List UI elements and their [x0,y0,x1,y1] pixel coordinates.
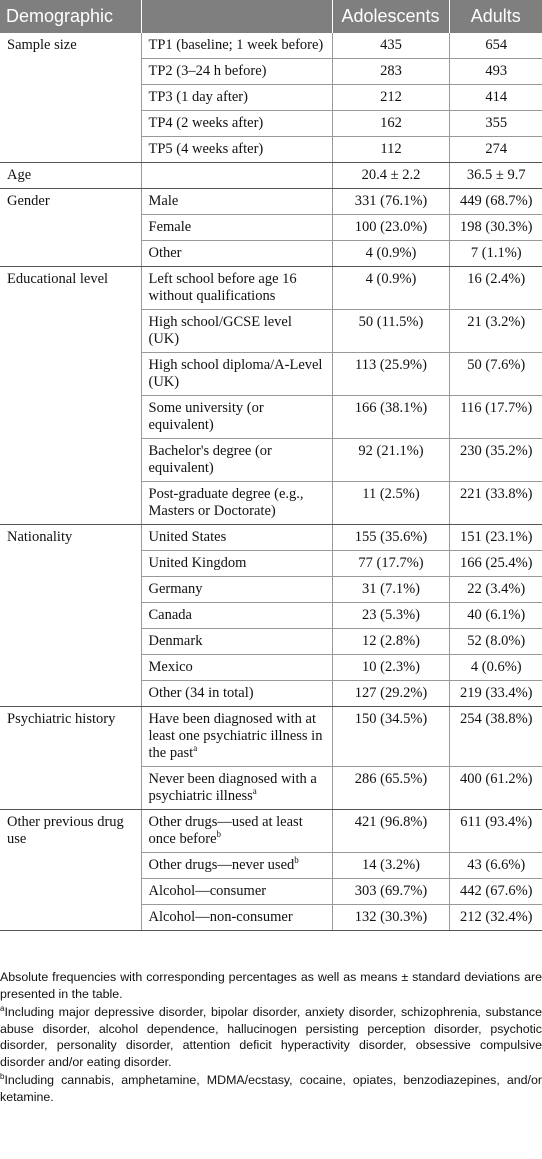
adults-value: 151 (23.1%) [449,525,542,551]
adolescents-value: 23 (5.3%) [332,603,449,629]
subcategory-cell [141,810,332,853]
adolescents-value: 4 (0.9%) [332,241,449,267]
demographic-label: Nationality [0,525,141,707]
demographic-label: Other previous drug use [0,810,141,931]
adolescents-value: 421 (96.8%) [332,810,449,853]
footnote-general: Absolute frequencies with corresponding percentages as well as means ± standard deviations are presented in the table. [0,970,542,1001]
subcategory-text: TP2 (3–24 h before) [148,63,267,79]
subcategory-text: TP3 (1 day after) [148,89,248,105]
demographic-label: Psychiatric history [0,707,141,810]
subcategory-cell [141,85,332,111]
adults-value: 4 (0.6%) [449,655,542,681]
adults-value: 50 (7.6%) [449,353,542,396]
adults-value: 221 (33.8%) [449,482,542,525]
adolescents-value: 132 (30.3%) [332,905,449,931]
demographic-label: Gender [0,189,141,267]
footnote-b [0,1072,542,1105]
adults-value: 493 [449,59,542,85]
subcategory-text: Other drugs—used at least once before [148,814,303,847]
adolescents-value: 113 (25.9%) [332,353,449,396]
subcategory-text: TP4 (2 weeks after) [148,115,264,131]
subcategory-text: Male [148,193,179,209]
adults-value: 654 [449,33,542,59]
adolescents-value: 20.4 ± 2.2 [332,163,449,189]
table-footnotes [0,969,542,1107]
adolescents-value: 303 (69.7%) [332,879,449,905]
adolescents-value: 435 [332,33,449,59]
subcategory-text: Have been diagnosed with at least one psychiatric illness in the past [148,711,323,761]
adolescents-value: 155 (35.6%) [332,525,449,551]
adolescents-value: 150 (34.5%) [332,707,449,767]
subcategory-text: Germany [148,581,203,597]
subcategory-cell [141,163,332,189]
subcategory-cell [141,905,332,931]
adults-value: 166 (25.4%) [449,551,542,577]
demographic-label: Age [0,163,141,189]
adults-value: 22 (3.4%) [449,577,542,603]
subcategory-text: Mexico [148,659,193,675]
footnote-marker: a [193,743,198,754]
subcategory-text: Alcohol—non-consumer [148,909,293,925]
subcategory-cell [141,241,332,267]
adolescents-value: 166 (38.1%) [332,396,449,439]
subcategory-text: Other (34 in total) [148,685,254,701]
subcategory-cell [141,681,332,707]
header-adolescents: Adolescents [332,0,449,33]
subcategory-text: Post-graduate degree (e.g., Masters or Doctorate) [148,486,304,519]
table-row [0,33,542,59]
subcategory-text: United States [148,529,227,545]
adolescents-value: 331 (76.1%) [332,189,449,215]
adults-value: 230 (35.2%) [449,439,542,482]
subcategory-text: High school diploma/A-Level (UK) [148,357,323,390]
footnote-b-text: Including cannabis, amphetamine, MDMA/ecstasy, cocaine, opiates, benzodiazepines, and/or ketamine. [0,1073,542,1104]
footnote-marker: a [252,786,257,797]
subcategory-cell [141,525,332,551]
subcategory-text: Canada [148,607,192,623]
adolescents-value: 286 (65.5%) [332,767,449,810]
demographic-label: Sample size [0,33,141,163]
adults-value: 116 (17.7%) [449,396,542,439]
footnote-marker: b [216,829,222,840]
adults-value: 198 (30.3%) [449,215,542,241]
subcategory-text: Never been diagnosed with a psychiatric illness [148,771,317,804]
adolescents-value: 127 (29.2%) [332,681,449,707]
subcategory-cell [141,33,332,59]
subcategory-text: TP5 (4 weeks after) [148,141,264,157]
adults-value: 274 [449,137,542,163]
table-row [0,163,542,189]
header-adults: Adults [449,0,542,33]
subcategory-cell [141,111,332,137]
adolescents-value: 283 [332,59,449,85]
adults-value: 43 (6.6%) [449,853,542,879]
subcategory-text: Some university (or equivalent) [148,400,264,433]
subcategory-text: Alcohol—consumer [148,883,267,899]
adults-value: 7 (1.1%) [449,241,542,267]
subcategory-cell [141,59,332,85]
adults-value: 16 (2.4%) [449,267,542,310]
header-subcategory [141,0,332,33]
adolescents-value: 162 [332,111,449,137]
adolescents-value: 92 (21.1%) [332,439,449,482]
adolescents-value: 112 [332,137,449,163]
header-row [0,0,542,33]
subcategory-cell [141,577,332,603]
subcategory-text: TP1 (baseline; 1 week before) [148,37,324,53]
adolescents-value: 14 (3.2%) [332,853,449,879]
subcategory-text: Left school before age 16 without qualifications [148,271,297,304]
adults-value: 212 (32.4%) [449,905,542,931]
demographic-label: Educational level [0,267,141,525]
subcategory-cell [141,267,332,310]
adolescents-value: 100 (23.0%) [332,215,449,241]
table-row [0,267,542,310]
subcategory-text: Denmark [148,633,203,649]
adolescents-value: 4 (0.9%) [332,267,449,310]
adults-value: 400 (61.2%) [449,767,542,810]
adults-value: 36.5 ± 9.7 [449,163,542,189]
adults-value: 355 [449,111,542,137]
subcategory-text: High school/GCSE level (UK) [148,314,292,347]
footnote-a-mark: a [0,1003,5,1013]
adults-value: 40 (6.1%) [449,603,542,629]
table-row [0,189,542,215]
subcategory-cell [141,353,332,396]
adults-value: 219 (33.4%) [449,681,542,707]
adolescents-value: 212 [332,85,449,111]
adults-value: 254 (38.8%) [449,707,542,767]
subcategory-cell [141,767,332,810]
subcategory-cell [141,215,332,241]
subcategory-cell [141,853,332,879]
adolescents-value: 31 (7.1%) [332,577,449,603]
subcategory-cell [141,189,332,215]
table-row [0,707,542,767]
adults-value: 442 (67.6%) [449,879,542,905]
header-demographic: Demographic [0,0,141,33]
adolescents-value: 11 (2.5%) [332,482,449,525]
footnote-a-text: Including major depressive disorder, bipolar disorder, anxiety disorder, schizophrenia, substance abuse disorder, alcohol dependence, hallucinogen persisting perception disorder, psychotic disorder, personality disorder, attention deficit hyperactivity disorder, obsessive compulsive disorder and/or eating disorder. [0,1005,542,1069]
subcategory-text: Other [148,245,182,261]
subcategory-text: Female [148,219,192,235]
subcategory-cell [141,603,332,629]
table-row [0,810,542,853]
subcategory-text: Bachelor's degree (or equivalent) [148,443,272,476]
subcategory-cell [141,137,332,163]
subcategory-text: United Kingdom [148,555,247,571]
adolescents-value: 12 (2.8%) [332,629,449,655]
adults-value: 611 (93.4%) [449,810,542,853]
subcategory-cell [141,396,332,439]
subcategory-cell [141,482,332,525]
footnote-b-mark: b [0,1071,5,1081]
adults-value: 21 (3.2%) [449,310,542,353]
subcategory-cell [141,439,332,482]
table-body [0,33,542,931]
adolescents-value: 10 (2.3%) [332,655,449,681]
adults-value: 449 (68.7%) [449,189,542,215]
footnote-marker: b [294,855,299,866]
subcategory-text: Other drugs—never used [148,857,295,873]
adolescents-value: 77 (17.7%) [332,551,449,577]
adults-value: 414 [449,85,542,111]
adolescents-value: 50 (11.5%) [332,310,449,353]
subcategory-cell [141,655,332,681]
subcategory-cell [141,629,332,655]
subcategory-cell [141,707,332,767]
adults-value: 52 (8.0%) [449,629,542,655]
subcategory-cell [141,879,332,905]
table-row [0,525,542,551]
footnote-a [0,1004,542,1070]
subcategory-cell [141,310,332,353]
subcategory-cell [141,551,332,577]
